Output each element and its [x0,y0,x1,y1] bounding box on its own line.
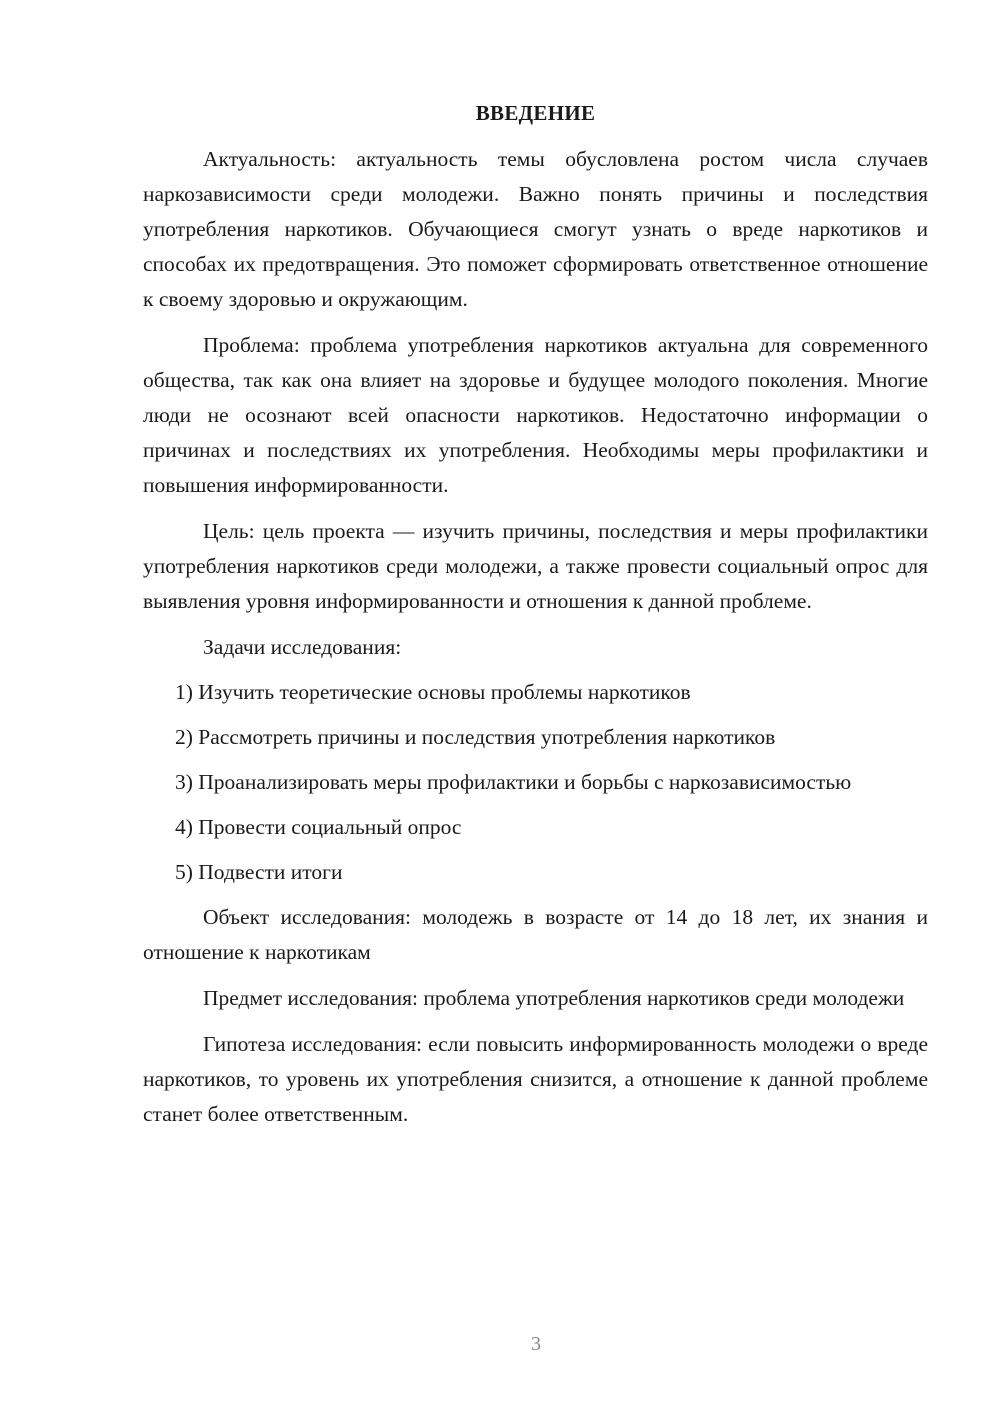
list-item: 5) Подвести итоги [175,860,343,884]
paragraph-hypothesis: Гипотеза исследования: если повысить информированность молодежи о вреде наркотиков, то уровень их употребления снизится, а отношение к данной проблеме станет более ответственным. [143,1032,928,1126]
paragraph-subject: Предмет исследования: проблема употребления наркотиков среди молодежи [203,986,905,1010]
page-title: ВВЕДЕНИЕ [475,101,596,125]
list-item: 4) Провести социальный опрос [175,815,462,839]
list-item: 1) Изучить теоретические основы проблемы наркотиков [175,680,691,704]
page-content [143,96,928,1143]
paragraph-goal: Цель: цель проекта — изучить причины, последствия и меры профилактики употребления наркотиков среди молодежи, а также провести социальный опрос для выявления уровня информированности и отношения к данной проблеме. [143,519,928,613]
list-item: 3) Проанализировать меры профилактики и борьбы с наркозависимостью [175,770,852,794]
tasks-list [143,675,928,890]
list-item: 2) Рассмотреть причины и последствия употребления наркотиков [175,725,776,749]
paragraph-object: Объект исследования: молодежь в возрасте от 14 до 18 лет, их знания и отношение к наркотикам [143,905,928,964]
page-number: 3 [531,1333,541,1355]
tasks-heading: Задачи исследования: [203,635,402,659]
paragraph-problem: Проблема: проблема употребления наркотиков актуальна для современного общества, так как она влияет на здоровье и будущее молодого поколения. Многие люди не осознают всей опасности наркотиков. Недостаточно информации о причинах и последствиях их употребления. Необходимы меры профилактики и повышения информированности. [143,333,928,497]
paragraph-relevance: Актуальность: актуальность темы обусловлена ростом числа случаев наркозависимости среди молодежи. Важно понять причины и последствия употребления наркотиков. Обучающиеся смогут узнать о вреде наркотиков и способах их предотвращения. Это поможет сформировать ответственное отношение к своему здоровью и окружающим. [143,147,928,311]
